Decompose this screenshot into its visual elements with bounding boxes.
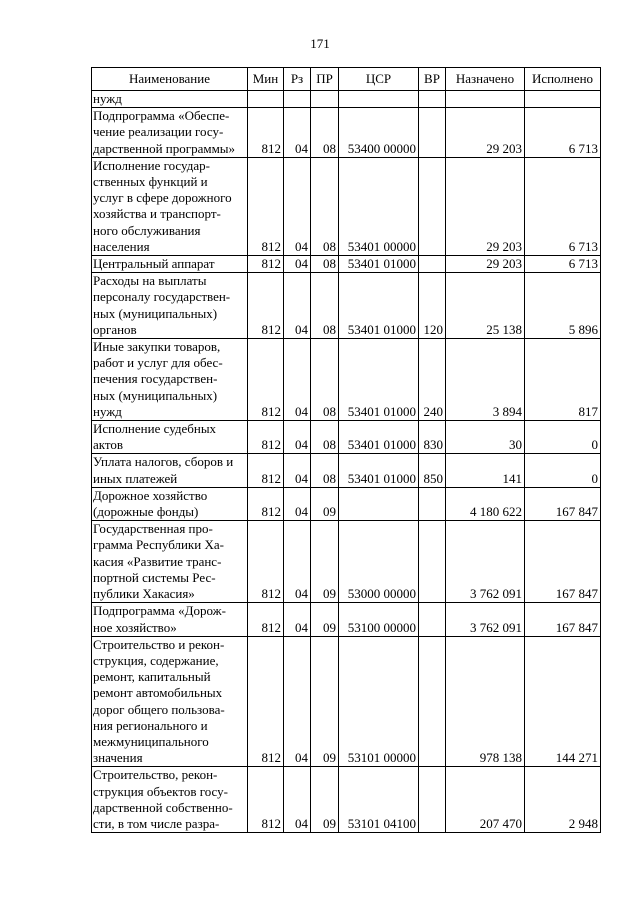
header-csr: ЦСР (339, 68, 419, 91)
row-min: 812 (248, 603, 284, 636)
row-pr: 09 (311, 603, 339, 636)
header-row (92, 68, 601, 91)
row-vr (419, 256, 446, 273)
row-rz: 04 (284, 487, 311, 520)
row-assigned: 29 203 (446, 256, 525, 273)
row-name: Расходы на выплаты персоналу государствен- ных (муниципальных) органов (92, 273, 248, 339)
table-row (92, 91, 601, 108)
row-rz: 04 (284, 454, 311, 487)
row-min (248, 91, 284, 108)
table-row (92, 273, 601, 339)
row-vr (419, 521, 446, 603)
row-assigned: 3 894 (446, 339, 525, 421)
row-rz (284, 91, 311, 108)
row-pr: 09 (311, 636, 339, 767)
row-csr: 53401 00000 (339, 157, 419, 255)
row-pr (311, 91, 339, 108)
row-name: нужд (92, 91, 248, 108)
row-rz: 04 (284, 521, 311, 603)
row-executed: 167 847 (525, 521, 601, 603)
row-min: 812 (248, 256, 284, 273)
header-min: Мин (248, 68, 284, 91)
row-name: Дорожное хозяйство (дорожные фонды) (92, 487, 248, 520)
row-name: Подпрограмма «Обеспе- чение реализации госу- дарственной программы» (92, 108, 248, 158)
row-executed: 817 (525, 339, 601, 421)
row-executed: 6 713 (525, 256, 601, 273)
table-row (92, 603, 601, 636)
row-pr: 08 (311, 339, 339, 421)
header-executed: Исполнено (525, 68, 601, 91)
row-assigned: 978 138 (446, 636, 525, 767)
row-executed: 6 713 (525, 157, 601, 255)
table-row (92, 421, 601, 454)
table-row (92, 454, 601, 487)
page-number: 171 (310, 36, 330, 51)
row-rz: 04 (284, 339, 311, 421)
row-min: 812 (248, 487, 284, 520)
row-vr: 120 (419, 273, 446, 339)
row-name: Центральный аппарат (92, 256, 248, 273)
row-min: 812 (248, 521, 284, 603)
row-name: Подпрограмма «Дорож- ное хозяйство» (92, 603, 248, 636)
table-row (92, 636, 601, 767)
row-assigned: 25 138 (446, 273, 525, 339)
row-csr: 53400 00000 (339, 108, 419, 158)
row-csr: 53000 00000 (339, 521, 419, 603)
row-name: Государственная про- грамма Республики Ха- касия «Развитие транс- портной системы Рес- публики Хакасия» (92, 521, 248, 603)
row-vr (419, 603, 446, 636)
row-rz: 04 (284, 421, 311, 454)
row-rz: 04 (284, 256, 311, 273)
row-rz: 04 (284, 108, 311, 158)
table-row (92, 487, 601, 520)
row-min: 812 (248, 421, 284, 454)
row-pr: 08 (311, 454, 339, 487)
row-rz: 04 (284, 157, 311, 255)
row-csr: 53401 01000 (339, 256, 419, 273)
row-min: 812 (248, 339, 284, 421)
row-pr: 08 (311, 421, 339, 454)
table-row (92, 339, 601, 421)
row-vr: 240 (419, 339, 446, 421)
row-assigned: 30 (446, 421, 525, 454)
header-vr: ВР (419, 68, 446, 91)
row-min: 812 (248, 767, 284, 833)
table-row (92, 767, 601, 833)
row-csr: 53101 00000 (339, 636, 419, 767)
row-assigned: 3 762 091 (446, 521, 525, 603)
row-vr (419, 91, 446, 108)
row-vr (419, 636, 446, 767)
row-pr: 08 (311, 256, 339, 273)
row-csr: 53100 00000 (339, 603, 419, 636)
table-row (92, 521, 601, 603)
row-rz: 04 (284, 603, 311, 636)
row-vr (419, 108, 446, 158)
row-pr: 08 (311, 108, 339, 158)
budget-table (91, 67, 601, 833)
table-row (92, 108, 601, 158)
row-name: Иные закупки товаров, работ и услуг для обес- печения государствен- ных (муниципальных) нужд (92, 339, 248, 421)
row-vr: 830 (419, 421, 446, 454)
row-csr: 53401 01000 (339, 454, 419, 487)
table-row (92, 157, 601, 255)
row-csr: 53401 01000 (339, 421, 419, 454)
row-rz: 04 (284, 636, 311, 767)
row-assigned: 29 203 (446, 157, 525, 255)
row-csr (339, 91, 419, 108)
row-min: 812 (248, 108, 284, 158)
row-assigned: 3 762 091 (446, 603, 525, 636)
row-name: Строительство, рекон- струкция объектов госу- дарственной собственно- сти, в том числе разра- (92, 767, 248, 833)
row-csr: 53101 04100 (339, 767, 419, 833)
row-pr: 09 (311, 521, 339, 603)
row-vr (419, 487, 446, 520)
header-name: Наименование (92, 68, 248, 91)
row-executed: 144 271 (525, 636, 601, 767)
row-assigned: 207 470 (446, 767, 525, 833)
table-row (92, 256, 601, 273)
row-min: 812 (248, 636, 284, 767)
row-rz: 04 (284, 767, 311, 833)
row-executed: 167 847 (525, 603, 601, 636)
header-rz: Рз (284, 68, 311, 91)
row-pr: 08 (311, 157, 339, 255)
row-name: Исполнение судебных актов (92, 421, 248, 454)
row-executed (525, 91, 601, 108)
row-rz: 04 (284, 273, 311, 339)
row-name: Строительство и рекон- струкция, содержание, ремонт, капитальный ремонт автомобильных дорог общего пользова- ния регионального и межмуниципального значения (92, 636, 248, 767)
row-executed: 0 (525, 421, 601, 454)
row-vr (419, 767, 446, 833)
row-vr: 850 (419, 454, 446, 487)
row-vr (419, 157, 446, 255)
row-executed: 5 896 (525, 273, 601, 339)
row-executed: 0 (525, 454, 601, 487)
row-name: Исполнение государ- ственных функций и услуг в сфере дорожного хозяйства и транспорт- ного обслуживания населения (92, 157, 248, 255)
row-min: 812 (248, 157, 284, 255)
row-executed: 2 948 (525, 767, 601, 833)
row-executed: 167 847 (525, 487, 601, 520)
row-pr: 08 (311, 273, 339, 339)
row-min: 812 (248, 454, 284, 487)
row-assigned: 4 180 622 (446, 487, 525, 520)
header-assigned: Назначено (446, 68, 525, 91)
row-csr: 53401 01000 (339, 339, 419, 421)
row-executed: 6 713 (525, 108, 601, 158)
row-csr: 53401 01000 (339, 273, 419, 339)
row-pr: 09 (311, 767, 339, 833)
row-assigned: 29 203 (446, 108, 525, 158)
row-assigned: 141 (446, 454, 525, 487)
row-assigned (446, 91, 525, 108)
row-name: Уплата налогов, сборов и иных платежей (92, 454, 248, 487)
row-csr (339, 487, 419, 520)
row-pr: 09 (311, 487, 339, 520)
row-min: 812 (248, 273, 284, 339)
header-pr: ПР (311, 68, 339, 91)
